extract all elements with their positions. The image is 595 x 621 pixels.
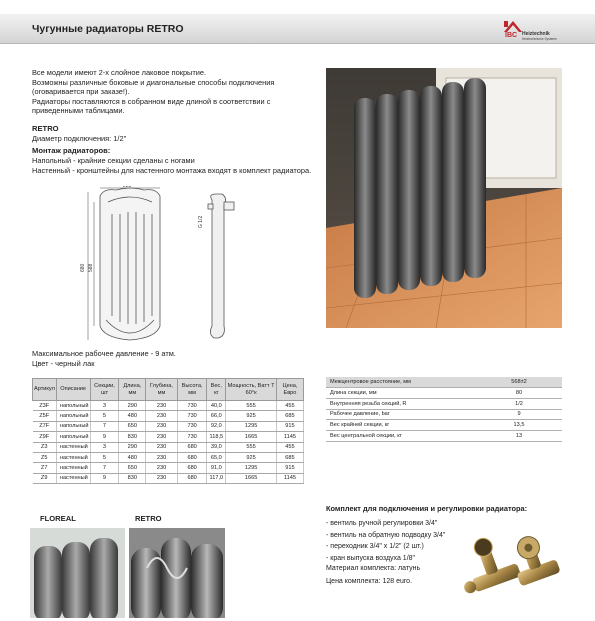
kit-heading: Комплект для подключения и регулировки радиатора: — [326, 504, 528, 513]
max-pressure: Максимальное рабочее давление - 9 атм. — [32, 349, 176, 358]
table-cell: 685 — [276, 411, 303, 421]
radiator-sections — [354, 78, 486, 298]
page-title: Чугунные радиаторы RETRO — [32, 23, 184, 35]
table-cell: 730 — [177, 421, 207, 431]
table-cell: настенный — [56, 473, 90, 483]
kit-item: - вентиль ручной регулировки 3/4" — [326, 520, 438, 527]
table-row — [33, 463, 304, 473]
intro-line: Возможны различные боковые и диагональные способы подключения (оговаривается при заказе!). — [32, 77, 275, 97]
table-cell: настенный — [56, 463, 90, 473]
table-cell: Z3 — [33, 442, 57, 452]
table-cell: 230 — [146, 473, 178, 483]
table-cell: 925 — [226, 452, 277, 462]
table-row — [33, 411, 304, 421]
property-row — [326, 409, 562, 420]
pressure-info — [32, 349, 176, 369]
spec-col-header: Описание — [56, 379, 90, 401]
kit-material: Материал комплекта: латунь — [326, 565, 421, 572]
table-cell: 5 — [90, 452, 119, 462]
retro-heading: RETRO — [32, 124, 59, 133]
table-cell: 290 — [119, 442, 146, 452]
spec-table — [32, 378, 304, 484]
kit-item: - вентиль на обратную подводку 3/4" — [326, 531, 446, 539]
dim-thread: G 1/2 — [198, 215, 204, 228]
table-cell: 455 — [276, 401, 303, 411]
table-cell: Z3F — [33, 401, 57, 411]
spec-col-header: Секции, шт — [90, 379, 119, 401]
spec-col-header: Цена, Евро — [276, 379, 303, 401]
table-cell: настенный — [56, 452, 90, 462]
intro-line: Все модели имеют 2-х слойное лаковое покрытие. — [32, 68, 207, 77]
table-cell: 230 — [146, 411, 178, 421]
table-cell: 9 — [90, 432, 119, 442]
table-cell: 915 — [276, 463, 303, 473]
table-cell: 650 — [119, 421, 146, 431]
table-cell: 680 — [177, 442, 207, 452]
table-cell: Z7 — [33, 463, 57, 473]
table-cell: 290 — [119, 401, 146, 411]
radiator-front-view — [100, 188, 160, 340]
connection-diameter: Диаметр подключения: 1/2" — [32, 134, 127, 143]
radiator-photo — [326, 68, 562, 328]
spec-table-header — [33, 379, 304, 401]
valve-kit-photo — [458, 516, 568, 612]
kit-item: - кран выпуска воздуха 1/8" — [326, 554, 416, 562]
properties-table — [326, 377, 562, 442]
table-cell: 65,0 — [207, 452, 226, 462]
table-row — [33, 442, 304, 452]
property-row — [326, 388, 562, 399]
table-cell: 5 — [90, 411, 119, 421]
property-label: Длина секции, мм — [326, 388, 476, 399]
table-cell: 480 — [119, 452, 146, 462]
property-label: Вес центральной секции, кг — [326, 430, 476, 441]
table-cell: 830 — [119, 473, 146, 483]
retro-label: RETRO — [135, 514, 162, 523]
table-cell: 9 — [90, 473, 119, 483]
kit-item: - переходник 3/4" x 1/2" (2 шт.) — [326, 543, 424, 551]
property-row — [326, 430, 562, 441]
table-cell: 40,0 — [207, 401, 226, 411]
table-row — [33, 401, 304, 411]
kit-price: Цена комплекта: 128 euro. — [326, 578, 413, 585]
property-value: 1/2 — [476, 398, 562, 409]
dim-height-total: 680 — [80, 263, 86, 272]
table-cell: 455 — [276, 442, 303, 452]
technical-drawing — [32, 186, 252, 346]
logo-mark-text: IBC — [505, 32, 518, 39]
table-cell: 1665 — [226, 473, 277, 483]
table-cell: 650 — [119, 463, 146, 473]
table-cell: 230 — [146, 452, 178, 462]
table-cell: настенный — [56, 442, 90, 452]
table-cell: 230 — [146, 442, 178, 452]
intro-text — [32, 68, 312, 116]
table-cell: 7 — [90, 463, 119, 473]
spec-col-header: Высота, мм — [177, 379, 207, 401]
property-value: 13,5 — [476, 420, 562, 431]
table-cell: напольный — [56, 401, 90, 411]
table-cell: 39,0 — [207, 442, 226, 452]
table-cell: 555 — [226, 401, 277, 411]
property-label: Вес крайней секции, кг — [326, 420, 476, 431]
table-cell: Z7F — [33, 421, 57, 431]
table-cell: напольный — [56, 411, 90, 421]
table-cell: 117,0 — [207, 473, 226, 483]
property-value: 13 — [476, 430, 562, 441]
table-cell: 480 — [119, 411, 146, 421]
table-cell: 7 — [90, 421, 119, 431]
property-label: Межцентровое расстояние, мм — [326, 377, 476, 388]
table-row — [33, 421, 304, 431]
table-row — [33, 473, 304, 483]
spec-col-header: Артикул — [33, 379, 57, 401]
mount-text — [32, 156, 322, 175]
dim-height-center: 588 — [88, 263, 94, 272]
table-cell: 730 — [177, 411, 207, 421]
table-cell: 680 — [177, 473, 207, 483]
floreal-label: FLOREAL — [40, 514, 76, 523]
radiator-side-view — [208, 194, 234, 338]
property-row — [326, 420, 562, 431]
table-cell: 680 — [177, 452, 207, 462]
table-cell: 915 — [276, 421, 303, 431]
table-cell: Z5 — [33, 452, 57, 462]
spec-col-header: Вес, кг — [207, 379, 226, 401]
table-cell: 1145 — [276, 473, 303, 483]
table-cell: напольный — [56, 421, 90, 431]
table-cell: 230 — [146, 463, 178, 473]
table-cell: Z5F — [33, 411, 57, 421]
mount-line: Настенный - кронштейны для настенного монтажа входят в комплект радиатора. — [32, 165, 312, 175]
spec-col-header: Мощность, Ватт T 60°к — [226, 379, 277, 401]
table-cell: 3 — [90, 401, 119, 411]
table-cell: 230 — [146, 432, 178, 442]
spec-col-header: Глубина, мм — [146, 379, 178, 401]
spec-col-header: Длина, мм — [119, 379, 146, 401]
table-cell: 1295 — [226, 463, 277, 473]
table-cell: 830 — [119, 432, 146, 442]
table-cell: Z9 — [33, 473, 57, 483]
table-cell: 730 — [177, 432, 207, 442]
table-row — [33, 452, 304, 462]
table-cell: 230 — [146, 421, 178, 431]
property-value: 9 — [476, 409, 562, 420]
table-cell: 66,0 — [207, 411, 226, 421]
property-label: Рабочее давление, bar — [326, 409, 476, 420]
mount-heading: Монтаж радиаторов: — [32, 146, 111, 155]
table-cell: 555 — [226, 442, 277, 452]
dim-width: ~228 — [120, 186, 132, 189]
retro-photo — [129, 528, 225, 618]
intro-line: Радиаторы поставляются в собранном виде длиной в соответствии с приведенными таблицами. — [32, 96, 271, 116]
table-cell: 1295 — [226, 421, 277, 431]
logo-tagline: Heiztechnische Systeme — [522, 37, 557, 41]
property-row — [326, 377, 562, 388]
table-cell: 91,0 — [207, 463, 226, 473]
property-value: 80 — [476, 388, 562, 399]
table-cell: 92,0 — [207, 421, 226, 431]
table-cell: 230 — [146, 401, 178, 411]
table-row — [33, 432, 304, 442]
table-cell: 680 — [177, 463, 207, 473]
table-cell: 118,5 — [207, 432, 226, 442]
table-cell: 730 — [177, 401, 207, 411]
logo-brand-text: Heiztechnik — [522, 31, 550, 37]
table-cell: напольный — [56, 432, 90, 442]
table-cell: 1665 — [226, 432, 277, 442]
table-cell: 1145 — [276, 432, 303, 442]
property-label: Внутренняя резьба секций, R — [326, 398, 476, 409]
table-cell: Z9F — [33, 432, 57, 442]
color-info: Цвет - черный лак — [32, 359, 95, 368]
header-bar — [0, 14, 595, 44]
mount-line: Напольный - крайние секции сделаны с ногами — [32, 156, 195, 165]
floreal-photo — [30, 528, 125, 618]
table-cell: 3 — [90, 442, 119, 452]
table-cell: 685 — [276, 452, 303, 462]
table-cell: 925 — [226, 411, 277, 421]
property-row — [326, 398, 562, 409]
property-value: 568±2 — [476, 377, 562, 388]
brand-logo — [502, 18, 568, 42]
